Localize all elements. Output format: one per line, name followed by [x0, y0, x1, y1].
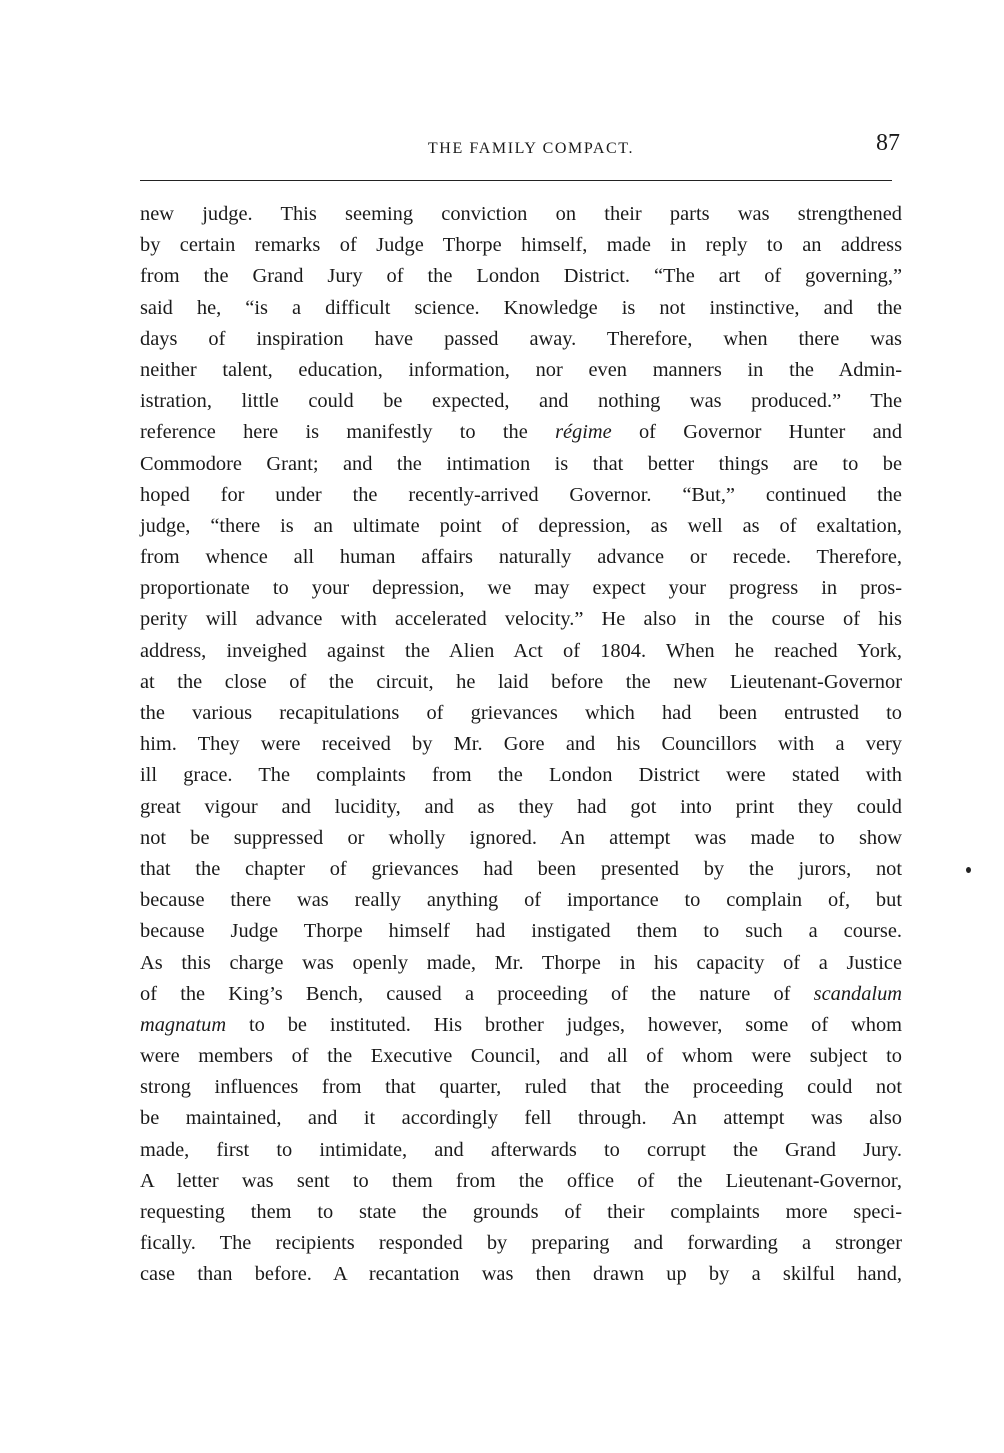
text-line: days of inspiration have passed away. Therefore, when there was	[140, 327, 902, 350]
body-text	[140, 199, 902, 1291]
text-line: made, first to intimidate, and afterwards to corrupt the Grand Jury.	[140, 1138, 902, 1161]
text-line: the various recapitulations of grievances which had been entrusted to	[140, 702, 902, 724]
text-line: Commodore Grant; and the intimation is that better things are to be	[140, 452, 902, 475]
text-line: fically. The recipients responded by preparing and forwarding a stronger	[140, 1232, 902, 1255]
text-line: that the chapter of grievances had been presented by the jurors, not	[140, 857, 902, 880]
text-line: requesting them to state the grounds of their complaints more speci-	[140, 1201, 902, 1223]
page-number: 87	[876, 130, 900, 156]
running-title: THE FAMILY COMPACT.	[427, 140, 635, 157]
text-line: by certain remarks of Judge Thorpe himself, made in reply to an address	[140, 234, 902, 257]
text-line-magnatum	[140, 1010, 902, 1041]
ink-speck	[966, 867, 971, 873]
text-fragment: of the King’s Bench, caused a proceeding of the nature of	[140, 982, 814, 1005]
text-line: him. They were received by Mr. Gore and his Councillors with a very	[140, 733, 902, 756]
text-line: case than before. A recantation was then drawn up by a skilful hand,	[140, 1263, 902, 1286]
text-line: be maintained, and it accordingly fell through. An attempt was also	[140, 1107, 902, 1130]
text-line: not be suppressed or wholly ignored. An attempt was made to show	[140, 826, 902, 849]
text-line: from the Grand Jury of the London District. “The art of governing,”	[140, 265, 902, 288]
text-fragment: reference here is manifestly to the	[140, 421, 556, 444]
text-line-scandalum	[140, 979, 902, 1010]
text-line: because Judge Thorpe himself had instigated them to such a course.	[140, 920, 902, 943]
italic-term-scandalum: scandalum	[813, 982, 902, 1005]
text-line: A letter was sent to them from the office of the Lieutenant-Governor,	[140, 1169, 902, 1192]
text-line: As this charge was openly made, Mr. Thorpe in his capacity of a Justice	[140, 951, 902, 974]
text-line: at the close of the circuit, he laid before the new Lieutenant-Governor	[140, 670, 902, 693]
text-line: because there was really anything of importance to complain of, but	[140, 889, 902, 912]
text-line: great vigour and lucidity, and as they had got into print they could	[140, 795, 902, 818]
text-line-regime	[140, 417, 902, 448]
text-line: neither talent, education, information, nor even manners in the Admin-	[140, 358, 902, 381]
header-rule	[140, 180, 892, 181]
text-line: strong influences from that quarter, ruled that the proceeding could not	[140, 1076, 902, 1099]
text-fragment: to be instituted. His brother judges, however, some of whom	[226, 1013, 902, 1036]
text-line: perity will advance with accelerated velocity.” He also in the course of his	[140, 608, 902, 631]
text-fragment: of Governor Hunter and	[611, 421, 903, 444]
text-line: judge, “there is an ultimate point of depression, as well as of exaltation,	[140, 514, 902, 537]
text-line: were members of the Executive Council, and all of whom were subject to	[140, 1045, 902, 1068]
italic-term-regime: régime	[555, 421, 612, 444]
italic-term-magnatum: magnatum	[140, 1013, 227, 1036]
text-line: from whence all human affairs naturally advance or recede. Therefore,	[140, 546, 902, 569]
text-line: istration, little could be expected, and nothing was produced.” The	[140, 390, 902, 413]
text-line: said he, “is a difficult science. Knowledge is not instinctive, and the	[140, 296, 902, 319]
text-line: new judge. This seeming conviction on their parts was strengthened	[140, 203, 902, 225]
text-line: address, inveighed against the Alien Act of 1804. When he reached York,	[140, 639, 902, 662]
text-line: hoped for under the recently-arrived Governor. “But,” continued the	[140, 483, 902, 506]
text-line: ill grace. The complaints from the London District were stated with	[140, 764, 902, 787]
text-line: proportionate to your depression, we may expect your progress in pros-	[140, 577, 902, 600]
running-head	[140, 130, 902, 170]
